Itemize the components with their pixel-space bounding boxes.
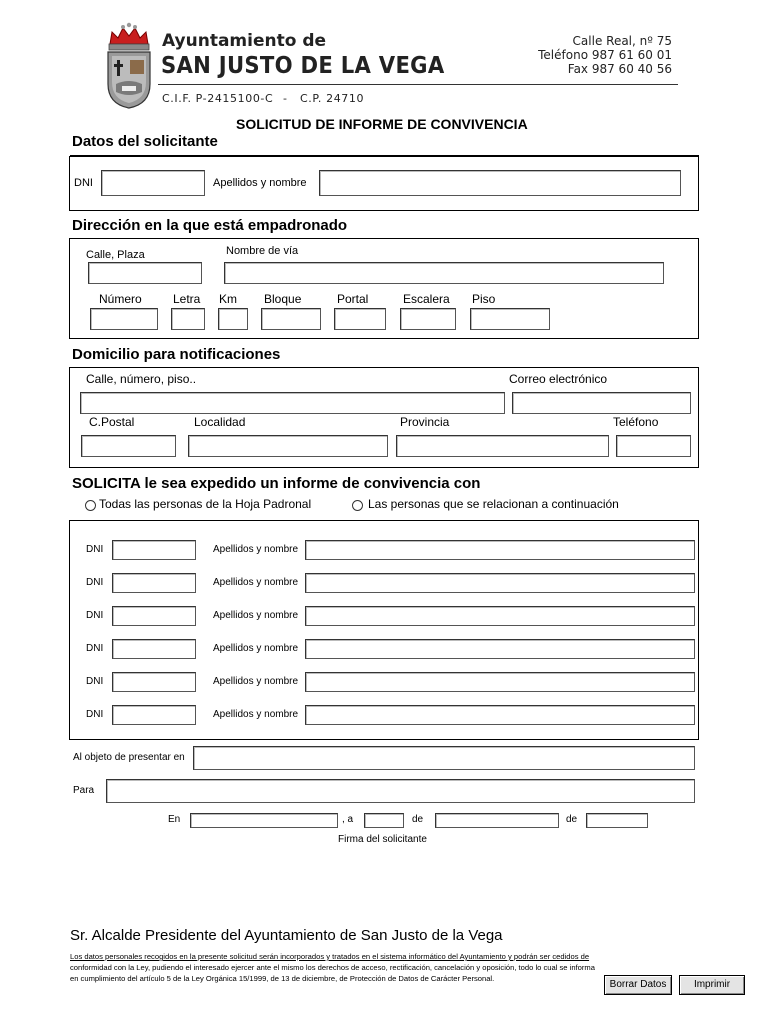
person-name-input[interactable] <box>305 672 695 692</box>
header-address: Calle Real, nº 75 <box>572 34 672 48</box>
legal-text-line2: conformidad con la Ley, pudiendo el interesado ejercer ante el mismo los derechos de acceso, rectificación, cancelación y oposición, todo lo cual se informa <box>70 963 595 972</box>
phone-input[interactable] <box>616 435 691 457</box>
locality-label: Localidad <box>194 415 246 429</box>
province-input[interactable] <box>396 435 609 457</box>
person-name-input[interactable] <box>305 705 695 725</box>
postal-code: C.P. 24710 <box>300 92 365 105</box>
month-input[interactable] <box>435 813 559 828</box>
person-dni-input[interactable] <box>112 573 196 593</box>
floor-input[interactable] <box>470 308 550 330</box>
person-name-input[interactable] <box>305 606 695 626</box>
stair-input[interactable] <box>400 308 456 330</box>
header-separator: - <box>283 92 287 105</box>
signature-label: Firma del solicitante <box>338 834 427 845</box>
email-input[interactable] <box>512 392 691 414</box>
print-button[interactable]: Imprimir <box>679 975 745 995</box>
header-fax: Fax 987 60 40 56 <box>567 62 672 76</box>
legal-text-line1: Los datos personales recogidos en la presente solicitud serán incorporados y tratados en el sistema informático del Ayuntamiento y podrán ser cedidos de <box>70 952 590 961</box>
month-label: de <box>412 814 424 825</box>
clear-data-button[interactable]: Borrar Datos <box>604 975 672 995</box>
block-label: Bloque <box>264 292 302 306</box>
person-dni-input[interactable] <box>112 606 196 626</box>
day-input[interactable] <box>364 813 404 828</box>
person-name-input[interactable] <box>305 639 695 659</box>
applicant-name-label: Apellidos y nombre <box>213 177 307 189</box>
place-label: En <box>168 814 181 825</box>
person-dni-label: DNI <box>86 577 104 588</box>
email-label: Correo electrónico <box>509 372 608 386</box>
person-dni-input[interactable] <box>112 639 196 659</box>
street-name-input[interactable] <box>224 262 664 284</box>
stair-label: Escalera <box>403 292 450 306</box>
registered-address-heading: Dirección en la que está empadronado <box>72 217 348 234</box>
notif-street-label: Calle, número, piso.. <box>86 372 197 386</box>
person-dni-label: DNI <box>86 643 104 654</box>
person-name-label: Apellidos y nombre <box>213 544 299 555</box>
option-listed-radio[interactable] <box>352 500 363 511</box>
addressee: Sr. Alcalde Presidente del Ayuntamiento de San Justo de la Vega <box>70 927 503 944</box>
for-label: Para <box>73 785 95 796</box>
person-dni-label: DNI <box>86 709 104 720</box>
year-label: de <box>566 814 578 825</box>
request-heading: SOLICITA le sea expedido un informe de convivencia con <box>72 475 481 492</box>
option-all-label: Todas las personas de la Hoja Padronal <box>99 497 312 511</box>
person-name-label: Apellidos y nombre <box>213 643 299 654</box>
option-listed-label: Las personas que se relacionan a continuación <box>368 497 619 511</box>
number-input[interactable] <box>90 308 158 330</box>
form-title: SOLICITUD DE INFORME DE CONVIVENCIA <box>236 116 528 132</box>
applicant-dni-input[interactable] <box>101 170 205 196</box>
street-name-label: Nombre de vía <box>226 245 299 257</box>
applicant-name-input[interactable] <box>319 170 681 196</box>
letter-input[interactable] <box>171 308 205 330</box>
option-all-radio[interactable] <box>85 500 96 511</box>
person-dni-input[interactable] <box>112 540 196 560</box>
coat-of-arms-icon <box>104 22 154 110</box>
person-name-label: Apellidos y nombre <box>213 709 299 720</box>
object-input[interactable] <box>193 746 695 770</box>
portal-input[interactable] <box>334 308 386 330</box>
cif: C.I.F. P-2415100-C <box>162 92 274 105</box>
person-dni-input[interactable] <box>112 672 196 692</box>
place-input[interactable] <box>190 813 338 828</box>
header-rule <box>158 84 678 85</box>
floor-label: Piso <box>472 292 496 306</box>
phone-label: Teléfono <box>613 415 659 429</box>
km-label: Km <box>219 292 237 306</box>
year-input[interactable] <box>586 813 648 828</box>
org-name-line2: SAN JUSTO DE LA VEGA <box>161 53 445 79</box>
person-dni-label: DNI <box>86 676 104 687</box>
object-label: Al objeto de presentar en <box>73 752 185 763</box>
header-phone: Teléfono 987 61 60 01 <box>538 48 672 62</box>
person-name-label: Apellidos y nombre <box>213 610 299 621</box>
locality-input[interactable] <box>188 435 388 457</box>
person-name-label: Apellidos y nombre <box>213 676 299 687</box>
legal-text-line3: en cumplimiento del artículo 5 de la Ley Orgánica 15/1999, de 13 de diciembre, de Protección de Datos de Carácter Personal. <box>70 974 495 983</box>
person-name-input[interactable] <box>305 540 695 560</box>
number-label: Número <box>99 292 142 306</box>
day-label: , a <box>342 814 354 825</box>
notification-address-heading: Domicilio para notificaciones <box>72 346 281 363</box>
person-name-label: Apellidos y nombre <box>213 577 299 588</box>
for-input[interactable] <box>106 779 695 803</box>
block-input[interactable] <box>261 308 321 330</box>
letter-label: Letra <box>173 292 201 306</box>
applicant-heading: Datos del solicitante <box>72 133 218 150</box>
org-name-line1: Ayuntamiento de <box>162 31 327 51</box>
person-dni-input[interactable] <box>112 705 196 725</box>
province-label: Provincia <box>400 415 450 429</box>
portal-label: Portal <box>337 292 369 306</box>
person-dni-label: DNI <box>86 544 104 555</box>
km-input[interactable] <box>218 308 248 330</box>
applicant-dni-label: DNI <box>74 177 93 189</box>
notif-street-input[interactable] <box>80 392 505 414</box>
postal-code-input[interactable] <box>81 435 176 457</box>
person-name-input[interactable] <box>305 573 695 593</box>
street-type-label: Calle, Plaza <box>86 249 145 261</box>
person-dni-label: DNI <box>86 610 104 621</box>
postal-code-label: C.Postal <box>89 415 135 429</box>
street-type-input[interactable] <box>88 262 202 284</box>
